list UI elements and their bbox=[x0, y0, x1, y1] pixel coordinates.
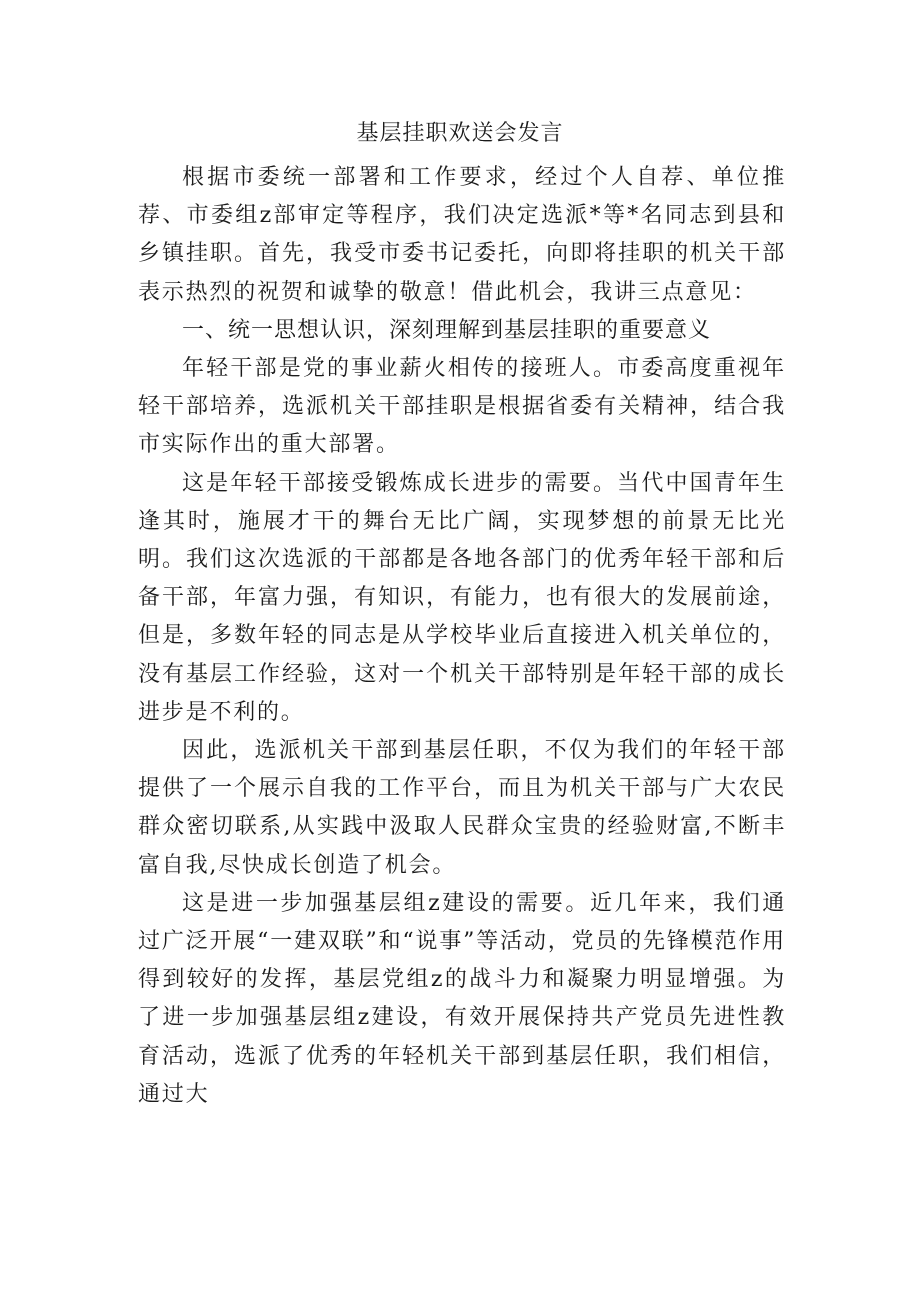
paragraph-growth-need: 这是年轻干部接受锻炼成长进步的需要。当代中国青年生逢其时，施展才干的舞台无比广阔，实现梦想的前景无比光明。我们这次选派的干部都是各地各部门的优秀年轻干部和后备干部，年富力强，有知识，有能力，也有很大的发展前途，但是，多数年轻的同志是从学校毕业后直接进入机关单位的，没有基层工作经验，这对一个机关干部特别是年轻干部的成长进步是不利的。 bbox=[138, 470, 786, 725]
paragraph-organization-need: 这是进一步加强基层组z建设的需要。近几年来，我们通过广泛开展“一建双联”和“说事”等活动，党员的先锋模范作用得到较好的发挥，基层党组z的战斗力和凝聚力明显增强。为了进一步加强基层组z建设，有效开展保持共产党员先进性教育活动，选派了优秀的年轻机关干部到基层任职，我们相信，通过大 bbox=[138, 890, 786, 1107]
paragraph-intro: 根据市委统一部署和工作要求，经过个人自荐、单位推荐、市委组z部审定等程序，我们决定选派*等*名同志到县和乡镇挂职。首先，我受市委书记委托，向即将挂职的机关干部表示热烈的祝贺和诚挚的敬意！借此机会，我讲三点意见： bbox=[138, 165, 786, 305]
paragraph-young-cadres: 年轻干部是党的事业薪火相传的接班人。市委高度重视年轻干部培养，选派机关干部挂职是根据省委有关精神，结合我市实际作出的重大部署。 bbox=[138, 356, 786, 458]
paragraph-therefore: 因此，选派机关干部到基层任职，不仅为我们的年轻干部提供了一个展示自我的工作平台，而且为机关干部与广大农民群众密切联系,从实践中汲取人民群众宝贵的经验财富,不断丰富自我,尽快成长创造了机会。 bbox=[138, 738, 786, 878]
section-heading-1: 一、统一思想认识，深刻理解到基层挂职的重要意义 bbox=[182, 317, 712, 343]
document-body bbox=[138, 159, 786, 1114]
document-title: 基层挂职欢送会发言 bbox=[356, 121, 564, 146]
